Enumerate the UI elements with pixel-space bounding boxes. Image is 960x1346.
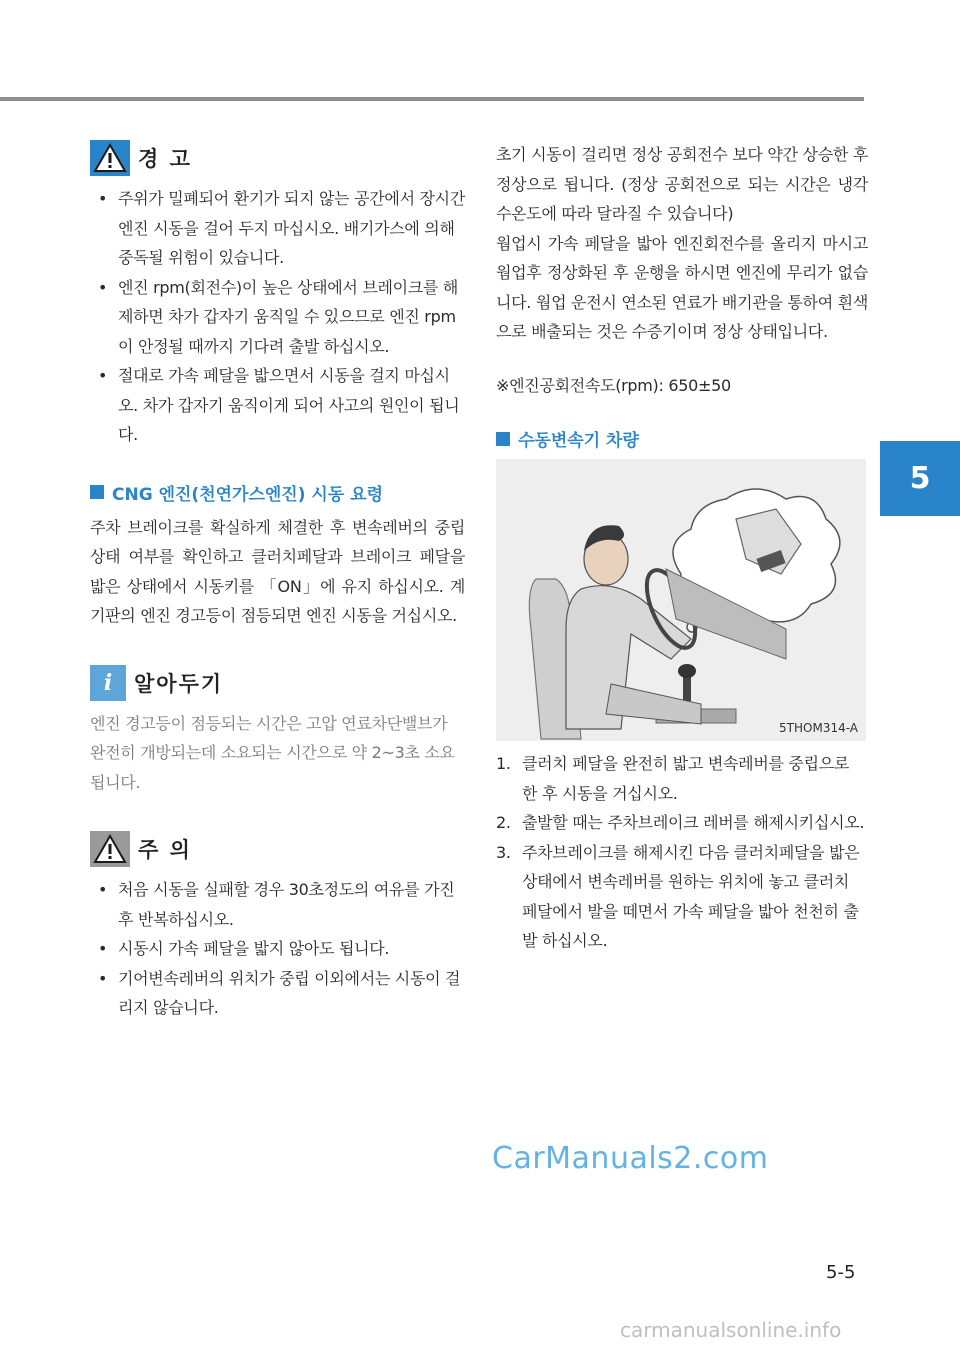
footer-watermark: carmanualsonline.info <box>620 1318 842 1342</box>
manual-heading <box>496 426 868 451</box>
caution-header <box>90 831 465 867</box>
section-square-icon <box>496 432 510 446</box>
cng-heading <box>90 480 465 505</box>
info-header <box>90 665 465 701</box>
step-number: 2. <box>496 813 511 832</box>
left-column <box>90 140 465 1023</box>
warmup-paragraph: 웜업시 가속 페달을 밟아 엔진회전수를 올리지 마시고 웜업후 정상화된 후 운행을 하시면 엔진에 무리가 없습니다. 웜업 운전시 연소된 연료가 배기관을 통하여 흰색으로 배출되는 것은 수증기이며 정상 상태입니다. <box>496 233 868 341</box>
idle-paragraph: 초기 시동이 걸리면 정상 공회전수 보다 약간 상승한 후 정상으로 됩니다. (정상 공회전으로 되는 시간은 냉각수온도에 따라 달라질 수 있습니다) <box>496 145 868 223</box>
watermark: CarManuals2.com <box>492 1141 769 1176</box>
step-number: 3. <box>496 842 511 862</box>
driver-illustration <box>496 459 866 741</box>
section-square-icon <box>90 485 104 499</box>
step-item <box>496 749 868 808</box>
idle-rpm-note: ※엔진공회전속도(rpm): 650±50 <box>496 375 731 395</box>
info-icon: i <box>90 665 126 701</box>
driver-drawing <box>496 459 866 741</box>
caution-item: • 기어변속레버의 위치가 중립 이외에서는 시동이 걸리지 않습니다. <box>90 964 465 1023</box>
figure-code: 5THOM314-A <box>779 721 858 735</box>
caution-title: 주 의 <box>138 838 192 862</box>
warning-header <box>90 140 465 176</box>
info-text: 엔진 경고등이 점등되는 시간은 고압 연료차단밸브가 완전히 개방되는데 소요되는 시간으로 약 2~3초 소요됩니다. <box>90 713 455 792</box>
step-text: 주차브레이크를 해제시킨 다음 클러치페달을 밟은 상태에서 변속레버를 원하는 위치에 놓고 클러치 페달에서 발을 떼면서 가속 페달을 밟아 천천히 출발 하십시오. <box>522 842 860 950</box>
warning-title: 경 고 <box>138 147 192 171</box>
caution-item: • 시동시 가속 페달을 밟지 않아도 됩니다. <box>90 934 465 964</box>
top-rule <box>0 97 864 101</box>
step-item <box>496 838 868 956</box>
chapter-tab: 5 <box>880 441 960 516</box>
info-title: 알아두기 <box>134 671 224 696</box>
step-item <box>496 808 868 838</box>
warning-icon <box>90 140 130 176</box>
warning-item: • 절대로 가속 페달을 밟으면서 시동을 걸지 마십시오. 차가 갑자기 움직이게 되어 사고의 원인이 됩니다. <box>90 361 465 450</box>
warning-item: • 엔진 rpm(회전수)이 높은 상태에서 브레이크를 해제하면 차가 갑자기 움직일 수 있으므로 엔진 rpm이 안정될 때까지 기다려 출발 하십시오. <box>90 273 465 362</box>
step-text: 클러치 페달을 완전히 밟고 변속레버를 중립으로 한 후 시동을 거십시오. <box>522 754 850 803</box>
warning-list <box>90 184 465 450</box>
caution-item: • 처음 시동을 실패할 경우 30초정도의 여유를 가진후 반복하십시오. <box>90 875 465 934</box>
page-number: 5-5 <box>826 1262 856 1283</box>
cng-text: 주차 브레이크를 확실하게 체결한 후 변속레버의 중립상태 여부를 확인하고 클러치페달과 브레이크 페달을 밟은 상태에서 시동키를 「ON」에 유지 하십시오. 계기판의 엔진 경고등이 점등되면 엔진 시동을 거십시오. <box>90 517 465 625</box>
start-steps <box>496 749 868 956</box>
right-column <box>496 140 868 956</box>
cng-heading-text: CNG 엔진(천연가스엔진) 시동 요령 <box>112 484 384 505</box>
caution-list <box>90 875 465 1023</box>
step-number: 1. <box>496 754 511 773</box>
manual-heading-text: 수동변속기 차량 <box>518 431 639 451</box>
warning-item: • 주위가 밀폐되어 환기가 되지 않는 공간에서 장시간 엔진 시동을 걸어 두지 마십시오. 배기가스에 의해 중독될 위험이 있습니다. <box>90 184 465 273</box>
step-text: 출발할 때는 주차브레이크 레버를 해제시키십시오. <box>522 813 865 832</box>
caution-icon <box>90 831 130 867</box>
